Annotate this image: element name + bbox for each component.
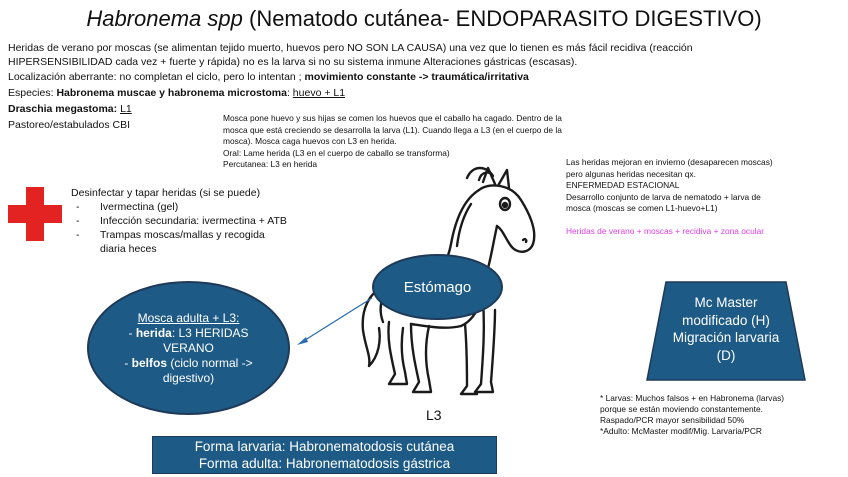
- cycle-note-line: mosca). Mosca caga huevos con L3 en herida.: [223, 136, 397, 146]
- treatment-item: - Infección secundaria: ivermectina + ATB: [90, 214, 321, 228]
- footnote-line: Raspado/PCR mayor sensibilidad 50%: [600, 415, 745, 425]
- treatment-heading: Desinfectar y tapar heridas (si se puede): [71, 187, 261, 199]
- stomach-label: Estómago: [403, 278, 472, 296]
- footnote-line: * Larvas: Muchos falsos + en Habronema (larvas): [600, 393, 785, 403]
- species-prefix: Especies:: [8, 87, 57, 99]
- forms-larval-line: Forma larvaria: Habronematodosis cutánea: [194, 439, 455, 454]
- seasonal-note: [566, 157, 841, 237]
- intro-line-4: [8, 87, 345, 101]
- red-cross-icon: [8, 187, 62, 241]
- arrow-to-adult-oval: [280, 292, 380, 352]
- cycle-note-line: mosca que está creciendo se desarrolla la larva (L1). Cuando llega a L3 (en el cuerpo de la: [223, 124, 562, 135]
- seasonal-note-line: Las heridas mejoran en invierno (desaparecen moscas): [566, 157, 773, 167]
- footnote-line: porque se están moviendo constantemente.: [600, 404, 763, 414]
- seasonal-note-line: pero algunas heridas necesitan qx.: [566, 168, 696, 179]
- seasonal-note-pink: Heridas de verano + moscas + recidiva + zona ocular: [566, 225, 765, 236]
- intro-line-6: Pastoreo/estabulados CBI: [8, 119, 130, 131]
- diagnosis-line: Mc Master: [694, 295, 758, 310]
- adult-fly-wound-bold: herida: [135, 325, 172, 340]
- title-subtitle: (Nematodo cutánea- ENDOPARASITO DIGESTIVO): [242, 6, 762, 31]
- intro-line-2: HIPERSENSIBILIDAD cada vez + fuerte y rápida) no es la larva si no su sistema inmune Alteraciones gástricas (escasas).: [8, 56, 578, 68]
- draschia-bold: Draschia megastoma:: [8, 103, 118, 115]
- adult-fly-lips-prefix: -: [124, 355, 132, 370]
- l3-label: L3: [426, 407, 442, 423]
- treatment-list: [71, 200, 321, 256]
- diagnosis-line: modificado (H): [682, 312, 770, 328]
- diagnosis-footnote: [600, 393, 845, 437]
- adult-fly-lips-bold: belfos: [131, 355, 167, 370]
- treatment-item: - Ivermectina (gel): [90, 200, 321, 214]
- seasonal-note-line: mosca (moscas se comen L1-huevo+L1): [566, 203, 718, 213]
- adult-fly-title: Mosca adulta + L3:: [137, 310, 240, 325]
- cycle-note-line: Mosca pone huevo y sus hijas se comen los huevos que el caballo ha cagado. Dentro de la: [223, 113, 562, 123]
- intro-line-1: Heridas de verano por moscas (se alimentan tejido muerto, huevos pero NO SON LA CAUSA) una vez que lo tienen es más fácil recidiva (reacción: [8, 42, 693, 54]
- adult-fly-lips-rest: (ciclo normal -> digestivo): [162, 355, 253, 385]
- treatment-item: - Trampas moscas/mallas y recogida diaria heces: [90, 228, 285, 256]
- footnote-line: *Adulto: McMaster modif/Mig. Larvaria/PCR: [600, 426, 762, 436]
- species-bold: Habronema muscae y habronema microstoma: [56, 87, 287, 99]
- species-sep: :: [286, 87, 293, 99]
- species-underlined: huevo + L1: [292, 87, 346, 99]
- cycle-note-line: Oral: Lame herida (L3 en el cuerpo de caballo se transforma): [223, 147, 450, 158]
- intro-line-3-text: Localización aberrante: no completan el ciclo, pero lo intentan ;: [8, 71, 305, 83]
- cycle-note-line: Percutanea: L3 en herida: [223, 159, 318, 169]
- diagnosis-line: Migración larvaria: [672, 330, 780, 345]
- intro-line-3: [8, 71, 529, 85]
- intro-line-5: [8, 103, 132, 117]
- adult-fly-lips-line: [114, 356, 264, 386]
- diagnosis-box: [646, 294, 806, 364]
- page-title: [0, 6, 848, 32]
- adult-fly-wound-line: [114, 326, 264, 356]
- seasonal-note-line: ENFERMEDAD ESTACIONAL: [566, 180, 680, 190]
- adult-fly-wound-rest: : L3 HERIDAS VERANO: [163, 325, 249, 355]
- stomach-oval: [372, 254, 503, 320]
- draschia-underlined: L1: [120, 103, 132, 115]
- seasonal-note-line: Desarrollo conjunto de larva de nematodo + larva de: [566, 191, 761, 202]
- adult-fly-oval: [87, 281, 290, 415]
- diagnosis-line: (D): [716, 347, 736, 363]
- forms-box: [152, 436, 497, 474]
- title-genus: Habronema spp: [86, 6, 243, 31]
- forms-adult-line: Forma adulta: Habronematodosis gástrica: [198, 456, 451, 471]
- treatment-section: [71, 186, 321, 256]
- intro-line-3-bold: movimiento constante -> traumática/irritativa: [304, 71, 529, 83]
- adult-fly-content: [114, 311, 264, 386]
- adult-fly-wound-prefix: -: [128, 325, 136, 340]
